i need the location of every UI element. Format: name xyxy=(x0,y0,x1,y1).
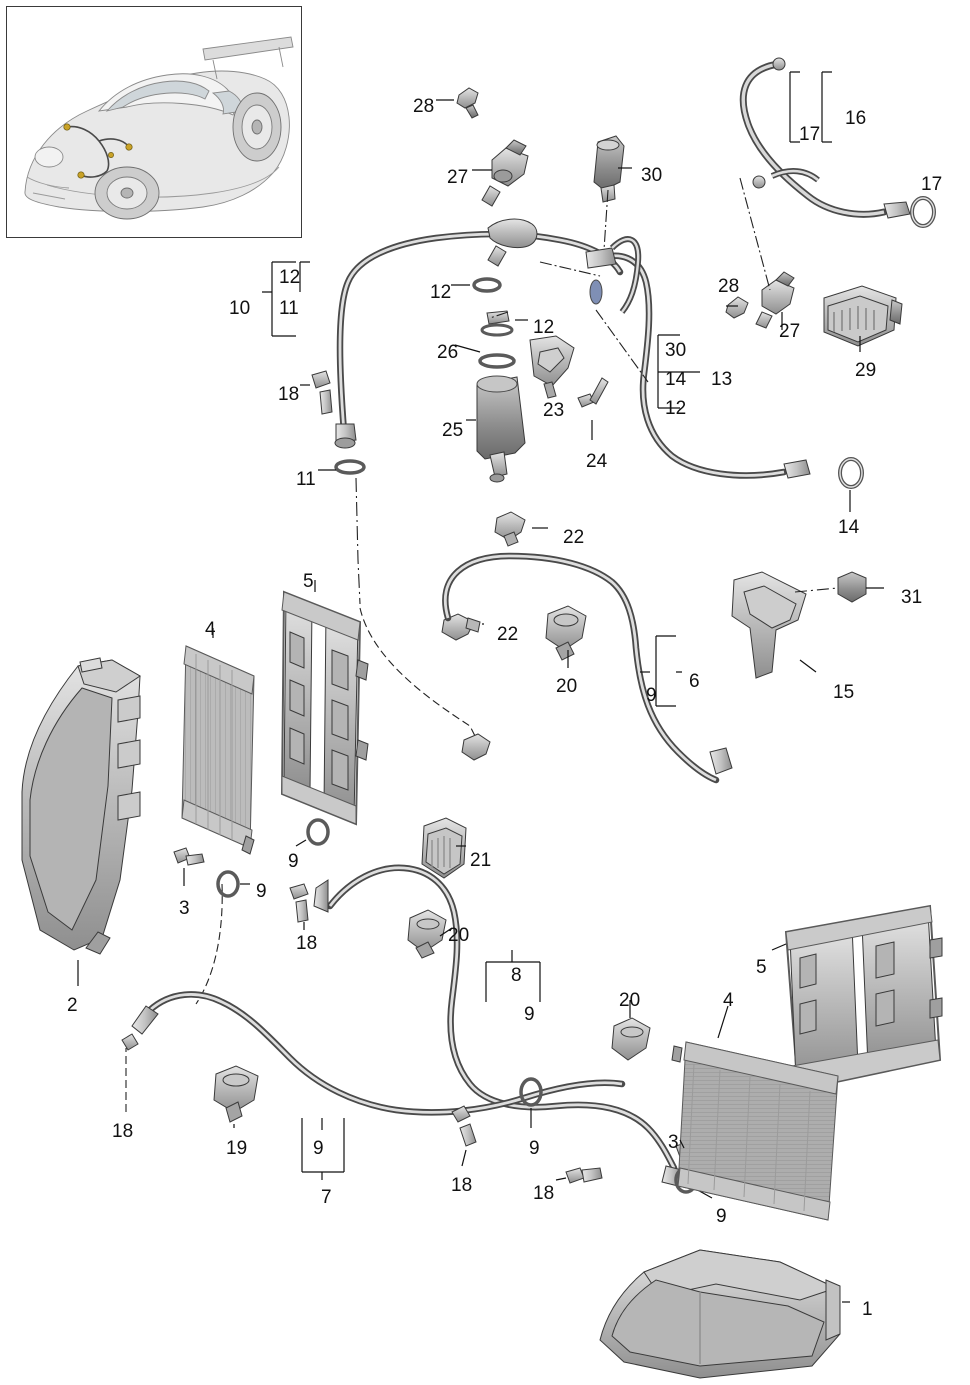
callout-11: 11 xyxy=(279,298,299,319)
callout-2: 2 xyxy=(67,995,78,1016)
callout-24: 24 xyxy=(586,451,608,472)
callout-17b: 17 xyxy=(921,174,943,195)
part-17-oring xyxy=(912,198,934,226)
callout-10: 10 xyxy=(229,298,251,319)
callout-30: 30 xyxy=(641,165,663,186)
part-2-duct xyxy=(22,658,140,954)
callout-7: 7 xyxy=(321,1187,332,1208)
part-30-top xyxy=(594,136,624,202)
part-11-oring xyxy=(336,461,364,473)
part-26-oring xyxy=(480,355,514,367)
callout-31: 31 xyxy=(901,587,923,608)
part-5-shroud-left xyxy=(282,592,368,824)
part-12-oring-a xyxy=(474,279,500,291)
part-24-screw xyxy=(578,378,608,407)
callout-9e: 9 xyxy=(524,1004,535,1025)
callout-13: 13 xyxy=(711,369,733,390)
callout-12b: 12 xyxy=(430,282,452,303)
callout-5a: 5 xyxy=(303,571,314,592)
callout-9d: 9 xyxy=(529,1138,540,1159)
part-28-mid xyxy=(726,297,748,318)
callout-4b: 4 xyxy=(723,990,734,1011)
part-18-screw-a xyxy=(312,371,332,414)
part-28-top xyxy=(457,88,478,118)
callout-27b: 27 xyxy=(779,321,801,342)
callout-12c: 12 xyxy=(533,317,555,338)
callout-9g: 9 xyxy=(716,1206,727,1227)
callout-22b: 22 xyxy=(497,624,519,645)
callout-17: 17 xyxy=(799,124,821,145)
callout-8: 8 xyxy=(511,965,522,986)
part-5-shroud-right xyxy=(786,906,942,1090)
callout-9b: 9 xyxy=(256,881,267,902)
callout-14b: 14 xyxy=(665,369,687,390)
part-25-drier xyxy=(477,376,525,482)
callout-27: 27 xyxy=(447,167,469,188)
callout-16: 16 xyxy=(845,108,867,129)
part-23-bracket xyxy=(530,336,574,398)
callout-6: 6 xyxy=(689,671,700,692)
callout-20b: 20 xyxy=(448,925,470,946)
callout-28b: 28 xyxy=(718,276,740,297)
callout-18d: 18 xyxy=(451,1175,473,1196)
part-4-condenser-left xyxy=(182,646,254,854)
part-9-oring-b xyxy=(218,872,238,896)
part-clip-mid xyxy=(462,734,490,760)
part-31-nut xyxy=(838,572,866,602)
part-12-oring-b xyxy=(482,311,512,335)
part-27-mid xyxy=(756,272,794,328)
part-7-line xyxy=(122,994,622,1112)
callout-3a: 3 xyxy=(179,898,190,919)
callout-9c: 9 xyxy=(313,1138,324,1159)
callout-29: 29 xyxy=(855,360,877,381)
part-16-hose xyxy=(743,58,910,218)
part-20-a xyxy=(546,606,586,660)
callout-15: 15 xyxy=(833,682,855,703)
part-27-top xyxy=(482,140,528,206)
callout-18a: 18 xyxy=(278,384,300,405)
callout-19: 19 xyxy=(226,1138,248,1159)
callout-18b: 18 xyxy=(296,933,318,954)
callout-1: 1 xyxy=(862,1299,873,1320)
part-20-b xyxy=(408,910,446,958)
callout-28: 28 xyxy=(413,96,435,117)
callout-18c: 18 xyxy=(112,1121,134,1142)
callout-18e: 18 xyxy=(533,1183,555,1204)
part-15-bracket xyxy=(732,572,806,678)
part-clamp-upper xyxy=(488,219,537,266)
callout-12d: 12 xyxy=(665,398,687,419)
callout-20c: 20 xyxy=(619,990,641,1011)
part-22-clip-a xyxy=(495,512,525,546)
callout-22a: 22 xyxy=(563,527,585,548)
callout-23: 23 xyxy=(543,400,565,421)
part-18-screw-b xyxy=(290,884,308,922)
part-9-oring-a xyxy=(308,820,328,844)
part-1-duct xyxy=(600,1250,840,1378)
part-29-module xyxy=(824,286,902,346)
callout-25: 25 xyxy=(442,420,464,441)
callout-9f: 9 xyxy=(646,685,657,706)
part-20-c xyxy=(612,1018,650,1060)
part-19-compressor xyxy=(214,1066,258,1122)
part-3-screw-a xyxy=(174,848,204,865)
callout-11b: 11 xyxy=(296,469,316,490)
callout-5b: 5 xyxy=(756,957,767,978)
callout-3b: 3 xyxy=(668,1132,679,1153)
callout-30b: 30 xyxy=(665,340,687,361)
callout-4a: 4 xyxy=(205,619,216,640)
part-18-screw-d xyxy=(566,1168,602,1183)
part-21-module xyxy=(422,818,466,878)
callout-9a: 9 xyxy=(288,851,299,872)
callout-21: 21 xyxy=(470,850,492,871)
callout-12: 12 xyxy=(279,267,301,288)
callout-26: 26 xyxy=(437,342,459,363)
callout-20a: 20 xyxy=(556,676,578,697)
part-14-oring xyxy=(840,459,862,487)
callout-14a: 14 xyxy=(838,517,860,538)
